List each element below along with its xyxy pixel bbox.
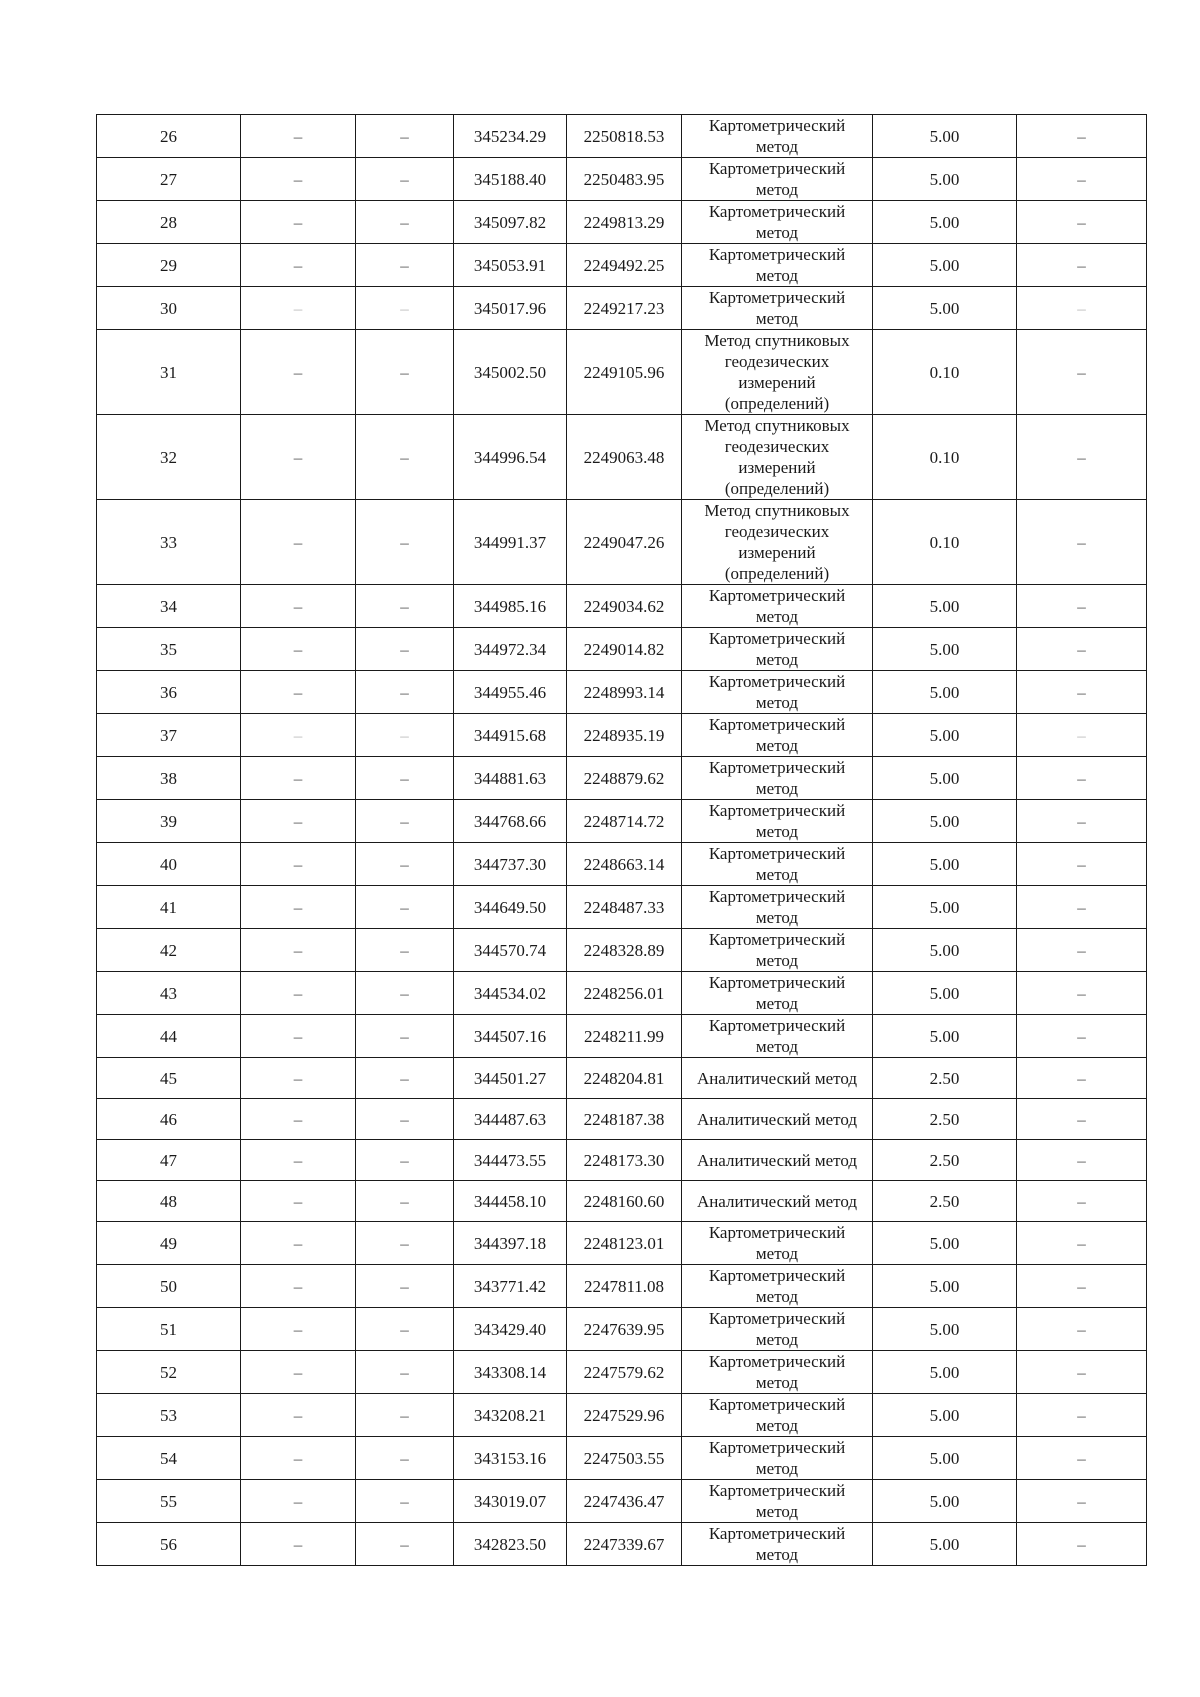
coordinate-y-cell: 2248487.33 bbox=[567, 886, 682, 929]
empty-cell: – bbox=[241, 1265, 356, 1308]
empty-cell: – bbox=[356, 1265, 454, 1308]
coordinate-x-cell: 345017.96 bbox=[454, 287, 567, 330]
empty-cell: – bbox=[1017, 244, 1147, 287]
table-row bbox=[97, 671, 1147, 714]
table-row bbox=[97, 1523, 1147, 1566]
table-row bbox=[97, 585, 1147, 628]
accuracy-cell: 5.00 bbox=[873, 1265, 1017, 1308]
empty-cell: – bbox=[356, 158, 454, 201]
empty-cell: – bbox=[1017, 158, 1147, 201]
coordinates-table bbox=[96, 114, 1147, 1566]
empty-cell: – bbox=[1017, 500, 1147, 585]
coordinate-x-cell: 344458.10 bbox=[454, 1181, 567, 1222]
coordinate-x-cell: 343429.40 bbox=[454, 1308, 567, 1351]
point-number-cell: 38 bbox=[97, 757, 241, 800]
table-row bbox=[97, 158, 1147, 201]
table-body bbox=[97, 115, 1147, 1566]
table-row bbox=[97, 1181, 1147, 1222]
coordinate-y-cell: 2248935.19 bbox=[567, 714, 682, 757]
accuracy-cell: 2.50 bbox=[873, 1181, 1017, 1222]
point-number-cell: 31 bbox=[97, 330, 241, 415]
method-cell: Картометрический метод bbox=[682, 115, 873, 158]
table-row bbox=[97, 201, 1147, 244]
coordinate-x-cell: 344649.50 bbox=[454, 886, 567, 929]
empty-cell: – bbox=[356, 1437, 454, 1480]
method-cell: Картометрический метод bbox=[682, 1523, 873, 1566]
empty-cell: – bbox=[241, 843, 356, 886]
accuracy-cell: 5.00 bbox=[873, 1480, 1017, 1523]
point-number-cell: 46 bbox=[97, 1099, 241, 1140]
empty-cell: – bbox=[1017, 115, 1147, 158]
coordinate-y-cell: 2249813.29 bbox=[567, 201, 682, 244]
point-number-cell: 34 bbox=[97, 585, 241, 628]
table-row bbox=[97, 972, 1147, 1015]
empty-cell: – bbox=[356, 500, 454, 585]
empty-cell: – bbox=[1017, 330, 1147, 415]
point-number-cell: 26 bbox=[97, 115, 241, 158]
coordinate-y-cell: 2248173.30 bbox=[567, 1140, 682, 1181]
empty-cell: – bbox=[356, 1222, 454, 1265]
method-cell: Аналитический метод bbox=[682, 1181, 873, 1222]
empty-cell: – bbox=[241, 500, 356, 585]
coordinate-x-cell: 345002.50 bbox=[454, 330, 567, 415]
coordinate-x-cell: 343308.14 bbox=[454, 1351, 567, 1394]
table-row bbox=[97, 800, 1147, 843]
empty-cell: – bbox=[241, 585, 356, 628]
empty-cell: – bbox=[356, 330, 454, 415]
coordinate-x-cell: 345188.40 bbox=[454, 158, 567, 201]
empty-cell: – bbox=[356, 843, 454, 886]
empty-cell: – bbox=[241, 415, 356, 500]
empty-cell: – bbox=[356, 1351, 454, 1394]
point-number-cell: 33 bbox=[97, 500, 241, 585]
method-cell: Картометрический метод bbox=[682, 1394, 873, 1437]
empty-cell: – bbox=[356, 1099, 454, 1140]
empty-cell: – bbox=[1017, 1181, 1147, 1222]
empty-cell: – bbox=[241, 1308, 356, 1351]
method-cell: Аналитический метод bbox=[682, 1099, 873, 1140]
accuracy-cell: 5.00 bbox=[873, 1351, 1017, 1394]
table-row bbox=[97, 287, 1147, 330]
empty-cell: – bbox=[1017, 1140, 1147, 1181]
empty-cell: – bbox=[1017, 201, 1147, 244]
empty-cell: – bbox=[241, 115, 356, 158]
coordinate-x-cell: 342823.50 bbox=[454, 1523, 567, 1566]
coordinate-x-cell: 343208.21 bbox=[454, 1394, 567, 1437]
coordinate-y-cell: 2249063.48 bbox=[567, 415, 682, 500]
accuracy-cell: 5.00 bbox=[873, 1523, 1017, 1566]
empty-cell: – bbox=[1017, 1222, 1147, 1265]
empty-cell: – bbox=[241, 1181, 356, 1222]
coordinate-x-cell: 344534.02 bbox=[454, 972, 567, 1015]
coordinate-x-cell: 344473.55 bbox=[454, 1140, 567, 1181]
empty-cell: – bbox=[356, 1394, 454, 1437]
accuracy-cell: 2.50 bbox=[873, 1140, 1017, 1181]
empty-cell: – bbox=[356, 415, 454, 500]
method-cell: Картометрический метод bbox=[682, 714, 873, 757]
method-cell: Картометрический метод bbox=[682, 1015, 873, 1058]
point-number-cell: 55 bbox=[97, 1480, 241, 1523]
coordinate-x-cell: 344507.16 bbox=[454, 1015, 567, 1058]
empty-cell: – bbox=[1017, 287, 1147, 330]
point-number-cell: 53 bbox=[97, 1394, 241, 1437]
point-number-cell: 56 bbox=[97, 1523, 241, 1566]
empty-cell: – bbox=[1017, 628, 1147, 671]
coordinate-y-cell: 2249047.26 bbox=[567, 500, 682, 585]
point-number-cell: 36 bbox=[97, 671, 241, 714]
empty-cell: – bbox=[241, 1140, 356, 1181]
empty-cell: – bbox=[1017, 972, 1147, 1015]
empty-cell: – bbox=[356, 800, 454, 843]
coordinate-y-cell: 2249492.25 bbox=[567, 244, 682, 287]
coordinate-x-cell: 343153.16 bbox=[454, 1437, 567, 1480]
empty-cell: – bbox=[1017, 1351, 1147, 1394]
point-number-cell: 48 bbox=[97, 1181, 241, 1222]
empty-cell: – bbox=[356, 1480, 454, 1523]
accuracy-cell: 5.00 bbox=[873, 671, 1017, 714]
method-cell: Аналитический метод bbox=[682, 1140, 873, 1181]
empty-cell: – bbox=[356, 929, 454, 972]
accuracy-cell: 5.00 bbox=[873, 972, 1017, 1015]
table-row bbox=[97, 1140, 1147, 1181]
point-number-cell: 35 bbox=[97, 628, 241, 671]
accuracy-cell: 2.50 bbox=[873, 1099, 1017, 1140]
table-row bbox=[97, 1308, 1147, 1351]
method-cell: Картометрический метод bbox=[682, 1222, 873, 1265]
method-cell: Картометрический метод bbox=[682, 843, 873, 886]
accuracy-cell: 5.00 bbox=[873, 929, 1017, 972]
empty-cell: – bbox=[241, 1099, 356, 1140]
method-cell: Картометрический метод bbox=[682, 244, 873, 287]
empty-cell: – bbox=[1017, 415, 1147, 500]
empty-cell: – bbox=[241, 1351, 356, 1394]
empty-cell: – bbox=[1017, 1437, 1147, 1480]
coordinate-y-cell: 2250483.95 bbox=[567, 158, 682, 201]
empty-cell: – bbox=[1017, 800, 1147, 843]
coordinate-y-cell: 2247811.08 bbox=[567, 1265, 682, 1308]
table-row bbox=[97, 1394, 1147, 1437]
method-cell: Картометрический метод bbox=[682, 201, 873, 244]
coordinate-x-cell: 344501.27 bbox=[454, 1058, 567, 1099]
accuracy-cell: 5.00 bbox=[873, 1437, 1017, 1480]
table-row bbox=[97, 1015, 1147, 1058]
empty-cell: – bbox=[241, 972, 356, 1015]
point-number-cell: 41 bbox=[97, 886, 241, 929]
empty-cell: – bbox=[241, 1222, 356, 1265]
empty-cell: – bbox=[1017, 1099, 1147, 1140]
point-number-cell: 51 bbox=[97, 1308, 241, 1351]
empty-cell: – bbox=[356, 287, 454, 330]
empty-cell: – bbox=[356, 585, 454, 628]
method-cell: Метод спутниковых геодезических измерений (определений) bbox=[682, 500, 873, 585]
table-row bbox=[97, 1437, 1147, 1480]
method-cell: Картометрический метод bbox=[682, 972, 873, 1015]
method-cell: Картометрический метод bbox=[682, 585, 873, 628]
empty-cell: – bbox=[356, 671, 454, 714]
coordinate-x-cell: 344397.18 bbox=[454, 1222, 567, 1265]
empty-cell: – bbox=[241, 158, 356, 201]
point-number-cell: 44 bbox=[97, 1015, 241, 1058]
empty-cell: – bbox=[1017, 585, 1147, 628]
accuracy-cell: 5.00 bbox=[873, 158, 1017, 201]
coordinate-y-cell: 2247579.62 bbox=[567, 1351, 682, 1394]
coordinate-x-cell: 344985.16 bbox=[454, 585, 567, 628]
coordinate-y-cell: 2250818.53 bbox=[567, 115, 682, 158]
accuracy-cell: 5.00 bbox=[873, 115, 1017, 158]
empty-cell: – bbox=[1017, 714, 1147, 757]
method-cell: Аналитический метод bbox=[682, 1058, 873, 1099]
method-cell: Картометрический метод bbox=[682, 628, 873, 671]
table-row bbox=[97, 1222, 1147, 1265]
empty-cell: – bbox=[241, 1394, 356, 1437]
accuracy-cell: 5.00 bbox=[873, 1015, 1017, 1058]
empty-cell: – bbox=[241, 201, 356, 244]
point-number-cell: 28 bbox=[97, 201, 241, 244]
method-cell: Картометрический метод bbox=[682, 886, 873, 929]
point-number-cell: 49 bbox=[97, 1222, 241, 1265]
accuracy-cell: 5.00 bbox=[873, 585, 1017, 628]
empty-cell: – bbox=[1017, 1480, 1147, 1523]
empty-cell: – bbox=[241, 800, 356, 843]
method-cell: Картометрический метод bbox=[682, 671, 873, 714]
coordinate-x-cell: 344768.66 bbox=[454, 800, 567, 843]
table-row bbox=[97, 500, 1147, 585]
table-row bbox=[97, 330, 1147, 415]
empty-cell: – bbox=[1017, 929, 1147, 972]
empty-cell: – bbox=[356, 757, 454, 800]
point-number-cell: 29 bbox=[97, 244, 241, 287]
accuracy-cell: 5.00 bbox=[873, 886, 1017, 929]
accuracy-cell: 5.00 bbox=[873, 1222, 1017, 1265]
coordinate-y-cell: 2249217.23 bbox=[567, 287, 682, 330]
empty-cell: – bbox=[356, 972, 454, 1015]
method-cell: Метод спутниковых геодезических измерений (определений) bbox=[682, 415, 873, 500]
empty-cell: – bbox=[241, 1437, 356, 1480]
accuracy-cell: 0.10 bbox=[873, 415, 1017, 500]
accuracy-cell: 0.10 bbox=[873, 500, 1017, 585]
table-row bbox=[97, 415, 1147, 500]
empty-cell: – bbox=[1017, 1394, 1147, 1437]
empty-cell: – bbox=[241, 886, 356, 929]
accuracy-cell: 5.00 bbox=[873, 757, 1017, 800]
empty-cell: – bbox=[1017, 671, 1147, 714]
accuracy-cell: 5.00 bbox=[873, 714, 1017, 757]
table-row bbox=[97, 1351, 1147, 1394]
coordinate-x-cell: 345234.29 bbox=[454, 115, 567, 158]
accuracy-cell: 5.00 bbox=[873, 201, 1017, 244]
empty-cell: – bbox=[241, 244, 356, 287]
coordinate-y-cell: 2248123.01 bbox=[567, 1222, 682, 1265]
coordinate-y-cell: 2249014.82 bbox=[567, 628, 682, 671]
point-number-cell: 30 bbox=[97, 287, 241, 330]
coordinate-x-cell: 345053.91 bbox=[454, 244, 567, 287]
point-number-cell: 32 bbox=[97, 415, 241, 500]
coordinate-y-cell: 2248187.38 bbox=[567, 1099, 682, 1140]
coordinate-x-cell: 343771.42 bbox=[454, 1265, 567, 1308]
point-number-cell: 42 bbox=[97, 929, 241, 972]
empty-cell: – bbox=[356, 201, 454, 244]
table-row bbox=[97, 1265, 1147, 1308]
table-row bbox=[97, 115, 1147, 158]
empty-cell: – bbox=[241, 929, 356, 972]
empty-cell: – bbox=[241, 1058, 356, 1099]
coordinate-y-cell: 2247339.67 bbox=[567, 1523, 682, 1566]
empty-cell: – bbox=[1017, 1265, 1147, 1308]
table-row bbox=[97, 244, 1147, 287]
empty-cell: – bbox=[356, 244, 454, 287]
empty-cell: – bbox=[241, 1480, 356, 1523]
method-cell: Картометрический метод bbox=[682, 287, 873, 330]
empty-cell: – bbox=[1017, 886, 1147, 929]
empty-cell: – bbox=[241, 1523, 356, 1566]
accuracy-cell: 5.00 bbox=[873, 800, 1017, 843]
coordinate-y-cell: 2247436.47 bbox=[567, 1480, 682, 1523]
empty-cell: – bbox=[356, 1308, 454, 1351]
empty-cell: – bbox=[356, 628, 454, 671]
coordinate-y-cell: 2248256.01 bbox=[567, 972, 682, 1015]
coordinate-y-cell: 2248211.99 bbox=[567, 1015, 682, 1058]
table-row bbox=[97, 929, 1147, 972]
coordinate-y-cell: 2247503.55 bbox=[567, 1437, 682, 1480]
coordinate-y-cell: 2249034.62 bbox=[567, 585, 682, 628]
coordinate-x-cell: 344955.46 bbox=[454, 671, 567, 714]
accuracy-cell: 5.00 bbox=[873, 287, 1017, 330]
method-cell: Метод спутниковых геодезических измерений (определений) bbox=[682, 330, 873, 415]
coordinate-y-cell: 2248204.81 bbox=[567, 1058, 682, 1099]
empty-cell: – bbox=[1017, 843, 1147, 886]
coordinate-y-cell: 2248663.14 bbox=[567, 843, 682, 886]
coordinate-y-cell: 2249105.96 bbox=[567, 330, 682, 415]
empty-cell: – bbox=[1017, 1058, 1147, 1099]
coordinate-y-cell: 2248328.89 bbox=[567, 929, 682, 972]
coordinate-y-cell: 2247529.96 bbox=[567, 1394, 682, 1437]
accuracy-cell: 5.00 bbox=[873, 843, 1017, 886]
method-cell: Картометрический метод bbox=[682, 757, 873, 800]
method-cell: Картометрический метод bbox=[682, 929, 873, 972]
accuracy-cell: 5.00 bbox=[873, 628, 1017, 671]
table-row bbox=[97, 1099, 1147, 1140]
table-row bbox=[97, 843, 1147, 886]
coordinate-x-cell: 344737.30 bbox=[454, 843, 567, 886]
empty-cell: – bbox=[241, 287, 356, 330]
method-cell: Картометрический метод bbox=[682, 800, 873, 843]
coordinate-x-cell: 344570.74 bbox=[454, 929, 567, 972]
method-cell: Картометрический метод bbox=[682, 1480, 873, 1523]
point-number-cell: 27 bbox=[97, 158, 241, 201]
method-cell: Картометрический метод bbox=[682, 1308, 873, 1351]
empty-cell: – bbox=[1017, 1523, 1147, 1566]
coordinate-x-cell: 344487.63 bbox=[454, 1099, 567, 1140]
empty-cell: – bbox=[241, 628, 356, 671]
empty-cell: – bbox=[241, 330, 356, 415]
coordinate-x-cell: 343019.07 bbox=[454, 1480, 567, 1523]
empty-cell: – bbox=[241, 1015, 356, 1058]
empty-cell: – bbox=[1017, 1015, 1147, 1058]
table-row bbox=[97, 1480, 1147, 1523]
coordinate-x-cell: 344972.34 bbox=[454, 628, 567, 671]
point-number-cell: 54 bbox=[97, 1437, 241, 1480]
empty-cell: – bbox=[1017, 1308, 1147, 1351]
method-cell: Картометрический метод bbox=[682, 1437, 873, 1480]
accuracy-cell: 5.00 bbox=[873, 1394, 1017, 1437]
method-cell: Картометрический метод bbox=[682, 1265, 873, 1308]
accuracy-cell: 0.10 bbox=[873, 330, 1017, 415]
coordinate-x-cell: 344996.54 bbox=[454, 415, 567, 500]
coordinate-y-cell: 2247639.95 bbox=[567, 1308, 682, 1351]
coordinate-x-cell: 345097.82 bbox=[454, 201, 567, 244]
coordinate-y-cell: 2248879.62 bbox=[567, 757, 682, 800]
empty-cell: – bbox=[356, 714, 454, 757]
point-number-cell: 40 bbox=[97, 843, 241, 886]
empty-cell: – bbox=[356, 1058, 454, 1099]
point-number-cell: 39 bbox=[97, 800, 241, 843]
accuracy-cell: 5.00 bbox=[873, 1308, 1017, 1351]
empty-cell: – bbox=[356, 1181, 454, 1222]
table-row bbox=[97, 1058, 1147, 1099]
table-row bbox=[97, 714, 1147, 757]
point-number-cell: 37 bbox=[97, 714, 241, 757]
coordinate-x-cell: 344915.68 bbox=[454, 714, 567, 757]
coordinate-y-cell: 2248160.60 bbox=[567, 1181, 682, 1222]
empty-cell: – bbox=[356, 1015, 454, 1058]
empty-cell: – bbox=[356, 1140, 454, 1181]
coordinate-x-cell: 344991.37 bbox=[454, 500, 567, 585]
coordinate-x-cell: 344881.63 bbox=[454, 757, 567, 800]
point-number-cell: 43 bbox=[97, 972, 241, 1015]
empty-cell: – bbox=[1017, 757, 1147, 800]
empty-cell: – bbox=[241, 757, 356, 800]
table-row bbox=[97, 886, 1147, 929]
empty-cell: – bbox=[241, 671, 356, 714]
empty-cell: – bbox=[356, 1523, 454, 1566]
accuracy-cell: 2.50 bbox=[873, 1058, 1017, 1099]
table-row bbox=[97, 757, 1147, 800]
empty-cell: – bbox=[356, 115, 454, 158]
coordinate-y-cell: 2248714.72 bbox=[567, 800, 682, 843]
empty-cell: – bbox=[356, 886, 454, 929]
point-number-cell: 50 bbox=[97, 1265, 241, 1308]
empty-cell: – bbox=[241, 714, 356, 757]
accuracy-cell: 5.00 bbox=[873, 244, 1017, 287]
point-number-cell: 52 bbox=[97, 1351, 241, 1394]
coordinate-y-cell: 2248993.14 bbox=[567, 671, 682, 714]
point-number-cell: 45 bbox=[97, 1058, 241, 1099]
point-number-cell: 47 bbox=[97, 1140, 241, 1181]
table-row bbox=[97, 628, 1147, 671]
method-cell: Картометрический метод bbox=[682, 158, 873, 201]
method-cell: Картометрический метод bbox=[682, 1351, 873, 1394]
